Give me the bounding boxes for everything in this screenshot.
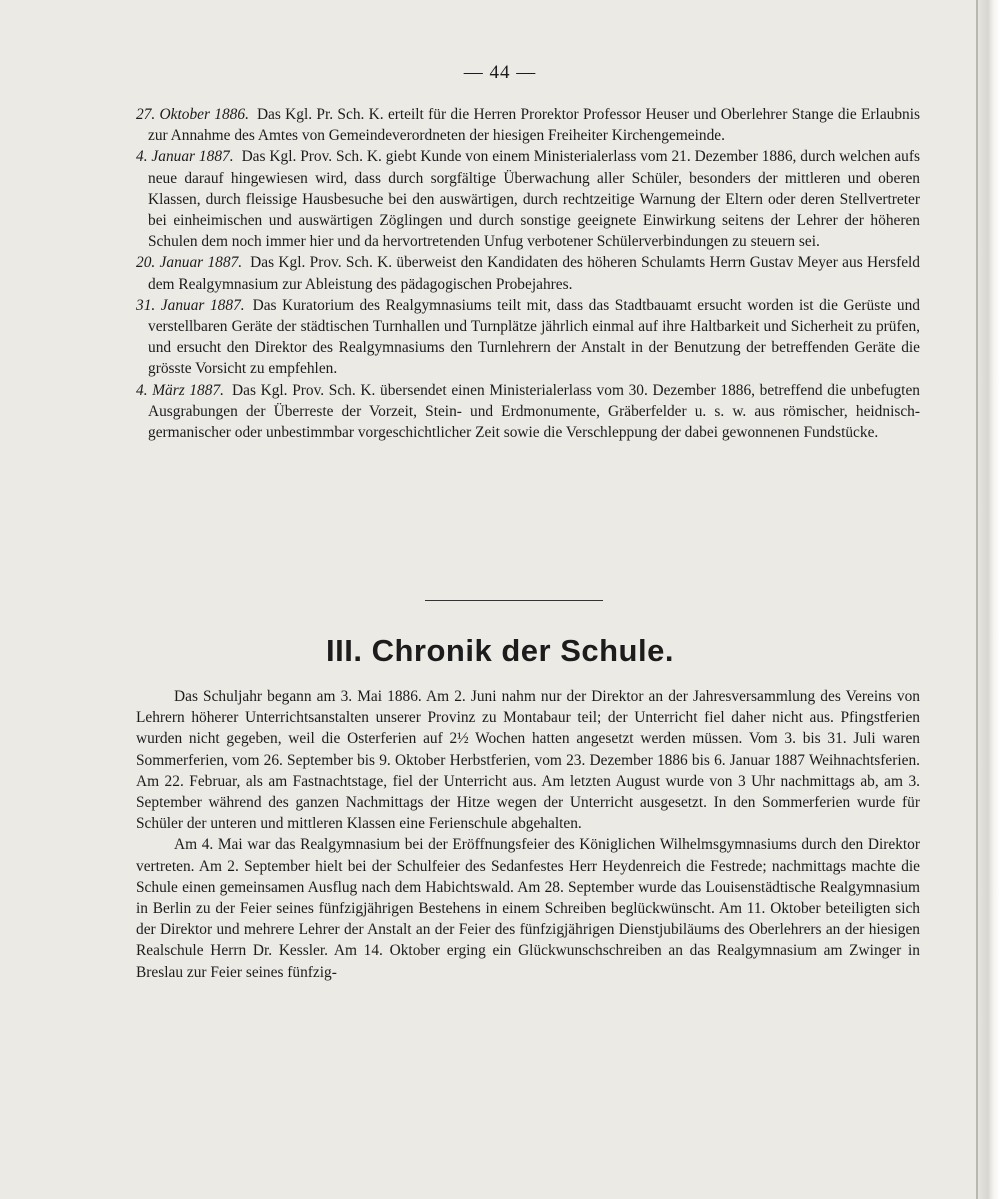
page-edge	[978, 0, 1000, 1199]
entry-text: Das Kgl. Pr. Sch. K. erteilt für die Herren Prorektor Professor Heuser und Oberlehrer Stange die Erlaubnis zur Annahme des Amtes von Gemeindeverordneten der hiesigen Freiheiter Kirchengemeinde.	[148, 106, 921, 145]
entry	[136, 380, 920, 444]
entry-text: Das Kgl. Prov. Sch. K. überweist den Kandidaten des höheren Schulamts Herrn Gustav Meyer aus Hersfeld dem Realgymnasium zur Ableistung des pädagogischen Probejahres.	[148, 254, 920, 293]
chronik-body	[136, 686, 920, 983]
entry	[136, 146, 920, 252]
correspondence-entries	[136, 104, 920, 443]
entry	[136, 104, 920, 146]
section-divider	[425, 600, 603, 601]
page-number: — 44 —	[463, 62, 537, 83]
entry-date: 4. März 1887.	[136, 381, 224, 399]
entry-text: Das Kgl. Prov. Sch. K. giebt Kunde von einem Ministerialerlass vom 21. Dezember 1886, durch welchen aufs neue darauf hingewiesen wird, dass durch sorgfältige Überwachung aller Schüler, besonders der mittleren und oberen Klassen, durch fleissige Hausbesuche bei den auswärtigen, durch rechtzeitige Warnung der Eltern oder deren Stellvertreter bei einheimischen und auswärtigen Zöglingen und durch sonstige geeignete Einwirkung seitens der Lehrer der höheren Schulen dem noch immer hier und da hervortretenden Unfug verbotener Schülerverbindungen zu steuern sei.	[148, 148, 920, 251]
entry	[136, 252, 920, 294]
entry-text: Das Kuratorium des Realgymnasiums teilt mit, dass das Stadtbauamt ersucht worden ist die Gerüste und verstellbaren Geräte der städtischen Turnhallen und Turnplätze jährlich einmal auf ihre Haltbarkeit und Sicherheit zu prüfen, und ersucht den Direktor des Realgymnasiums den Turnlehrern der Anstalt in der Benutzung der betreffenden Geräte die grösste Vorsicht zu empfehlen.	[148, 296, 920, 378]
entry-date: 20. Januar 1887.	[136, 254, 243, 272]
paragraph: Das Schuljahr begann am 3. Mai 1886. Am 2. Juni nahm nur der Direktor an der Jahresversammlung des Vereins von Lehrern höherer Unterrichtsanstalten unserer Provinz zu Montabaur teil; der Unterricht fiel daher nicht aus. Pfingstferien wurden nicht gegeben, weil die Osterferien auf 2½ Wochen hatten angesetzt werden müssen. Vom 3. bis 31. Juli waren Sommerferien, vom 26. September bis 9. Oktober Herbstferien, vom 23. Dezember 1886 bis 6. Januar 1887 Weihnachtsferien. Am 22. Februar, als am Fastnachtstage, fiel der Unterricht aus. Am letzten August wurde von 3 Uhr nachmittags ab, am 3. September während des ganzen Nachmittags der Hitze wegen der Unterricht ausgesetzt. In den Sommerferien wurde für Schüler der unteren und mittleren Klassen eine Ferienschule abgehalten.	[136, 688, 920, 833]
entry-date: 4. Januar 1887.	[136, 148, 234, 166]
entry-date: 31. Januar 1887.	[136, 296, 245, 314]
entry-date: 27. Oktober 1886.	[136, 106, 249, 123]
entry-text: Das Kgl. Prov. Sch. K. übersendet einen Ministerialerlass vom 30. Dezember 1886, betreffend die unbefugten Ausgrabungen der Überreste der Vorzeit, Stein- und Erdmonumente, Gräberfelder u. s. w. aus römischer, heidnisch-germanischer oder unbestimmbar vorgeschichtlicher Zeit sowie die Verschleppung der dabei gewonnenen Fundstücke.	[148, 381, 920, 442]
paragraph: Am 4. Mai war das Realgymnasium bei der Eröffnungsfeier des Königlichen Wilhelmsgymnasiums durch den Direktor vertreten. Am 2. September hielt bei der Schulfeier des Sedanfestes Herr Heydenreich die Festrede; nachmittags machte die Schule einen gemeinsamen Ausflug nach dem Habichtswald. Am 28. September wurde das Louisenstädtische Realgymnasium in Berlin zu der Feier seines fünfzigjährigen Bestehens in einem Schreiben beglückwünscht. Am 11. Oktober beteiligten sich der Direktor und mehrere Lehrer der Anstalt an der Feier des fünfzigjährigen Dienstjubiläums des Oberlehrers an der hiesigen Realschule Herrn Dr. Kessler. Am 14. Oktober erging ein Glückwunschschreiben an das Realgymnasium am Zwinger in Breslau zur Feier seines fünfzig-	[136, 836, 920, 981]
section-heading: III. Chronik der Schule.	[326, 633, 674, 668]
entry	[136, 295, 920, 380]
